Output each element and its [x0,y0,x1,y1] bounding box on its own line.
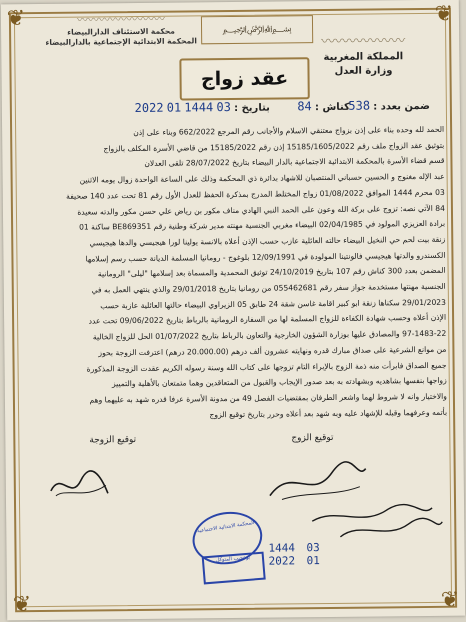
stamp-judge-name: بوعجيب المتوكل [215,554,251,564]
marriage-contract-sheet [1,0,465,620]
corner-ornament-icon: ❦ [6,6,26,32]
body-line: جميع الصداق فابرأت منه ذمة الزوج بالإبراء التام تزوجها على كتاب الله وسنة رسوله الكريم عقدت الزوجة المذكورة [86,360,447,374]
body-line: 84 الآتي نصه: تزوج على بركة الله وعون على الحمد النبي الهادي مناف مكور بن رياض علي حسن مكور والدته سعيدة [77,203,445,217]
groom-signature-icon [262,461,372,506]
body-line: 97-1483-22 والمصادق عليها بوزارة الشؤون الخارجية والتعاون بالرباط بتاريخ 01/07/2022 الحل للزواج الخالية [92,328,447,342]
body-line: عبد الإله مغنوج و الحسين حسباني المنتصبان للاشهاد بدائرة ذي المحكمة وذلك على الساعة الواحدة زوال يومه الاثنين [79,171,445,185]
kingdom-header [293,30,433,79]
notary-2-signature-icon [336,510,446,547]
calligraphy-band-right-icon: 〰〰〰〰〰〰 [321,33,406,51]
corner-ornament-icon: ❦ [434,1,454,27]
corner-ornament-icon: ❦ [12,592,32,618]
greg-year: 2022 [134,100,164,116]
court-header [41,10,201,48]
body-line: 29/01/2023 سكناها زنقة ابو كبير اقامة غاسن شقة 24 طابق 05 الزيراوي البيضاء حالتها العائلية عازبة حسب [100,297,446,311]
footer-greg-year: 2022 [268,554,296,568]
footer-hijri-day: 03 [306,541,320,555]
book-number [297,99,350,126]
stamp-court-text: المحكمة الابتدائية الاجتماعية [196,519,255,535]
record-number [348,98,430,125]
body-line: الإذن أعلاه وحسب شهادة الكفاءة للزواج المسلمة لها من السفارة الرومانية بالرباط بتاريخ 09/06/2022 تحت عدد [88,313,447,326]
body-line: المضمن بعدد 300 كناش رقم 107 بتاريخ 24/10/2019 توثيق المحمدية والمسماة بعد إسلامها "ليلى" الرومانية [97,266,446,279]
calligraphy-band-left-icon: 〰〰〰〰〰〰〰〰 [76,12,166,27]
body-line: من موانع الشرعية على صداق مبارك قدره ونهايته عشرون ألف درهم (20.000.00 درهم) اعترفت الزوجة بحوز [98,344,447,358]
body-line: 03 محرم 1444 الموافق 01/08/2022 زواج المختلط المدرج بمذكرة الحفظ للعدل الأول رقم 81 تحت عدد 140 صحيفة [66,187,445,201]
book-label: كناش : [314,101,350,114]
body-line: والاختيار وانه لا شروط لهما واشعر الطرفان بمقتضيات الفصل 49 من مدونة الأسرة عرفا قدره شهد به عليهما وهم [89,391,447,405]
body-line: قسم قضاء الأسرة بالمحكمة الابتدائية الاجتماعية بالدار البيضاء بتاريخ 28/07/2022 تلقى العدلان [144,156,445,169]
footer-hijri-year: 1444 [268,541,296,555]
body-line: الكسندرو والدتها هيجيسي فالونتينا المولودة في 12/09/1991 بلوغوج - رومانيا المسلمة الديانة حسب رسم إسلامها [85,250,446,264]
body-line: الحمد لله وحده بناء على إذن بزواج معتنقي الاسلام والأجانب رقم المرجع 662/2022 وبناء على إذن [133,124,445,138]
court-line-2: المحكمة الابتدائية الإجتماعية بالدارالبيضاء [45,36,197,47]
judge-stamp-icon [202,552,266,585]
corner-ornament-icon: ❦ [440,587,460,613]
hijri-year: 1444 [184,100,214,115]
footer-date [268,541,319,568]
book-value: 84 [297,99,312,114]
ministry-name: وزارة العدل [334,65,393,77]
body-line: زنقة بيت لحم حي النخيل البيضاء حالته العائلية عازب حسب الإذن أعلاه بالانسة يولينا لورا هيجيسي والدها هيجيسي [89,234,446,248]
groom-signature-label: توقيع الزوج [291,432,334,444]
footer-greg-day: 01 [306,554,320,568]
bride-signature-icon [46,465,116,506]
body-line: برادة العزيزي المولود في 02/04/1985 البيضاء مغربي الجنسية مهنته مدير شركة وطنية رقم BE869351 ساكنة 01 [79,218,446,232]
bride-signature-label: توقيع الزوجة [89,435,137,446]
basmala-emblem-icon: ﷽ [201,15,313,44]
body-line: بتوثيق عقد الزواج ملف رقم 15185/1605/2022 إذن رقم 15185/2022 من قاضي الأسرة المكلف بالزواج [103,140,445,154]
hijri-day: 03 [216,100,231,115]
body-line: الجنسية مهنتها مستخدمة جواز سفر رقم 055462681 من رومانيا بتاريخ 29/01/2018 والذي ينتهي العمل به في [91,281,446,295]
body-line: بأتمه وعرفهما وقبله للإشهاد عليه وبه شهد بعد أعلاه وحرر بتاريخ توقيع الزوج [209,407,448,419]
body-line: زواجها بنفسها بشاهديه وبشهادته به بعد صدور الإيجاب والقبول من المتعاقدين وهما متمتعان بالأهلية والتمييز [111,376,447,389]
record-number-label: ضمن بعدد : [373,100,430,113]
record-number-value: 538 [348,98,371,113]
contract-body [24,122,447,425]
date-label: بتاريخ : [234,102,270,114]
kingdom-name: المملكة المغربية [323,51,404,64]
greg-day: 01 [166,100,182,115]
court-line-1: محكمة الاستئناف الدارالبيضاء [67,26,175,37]
document-title: عقد زواج [179,57,309,100]
